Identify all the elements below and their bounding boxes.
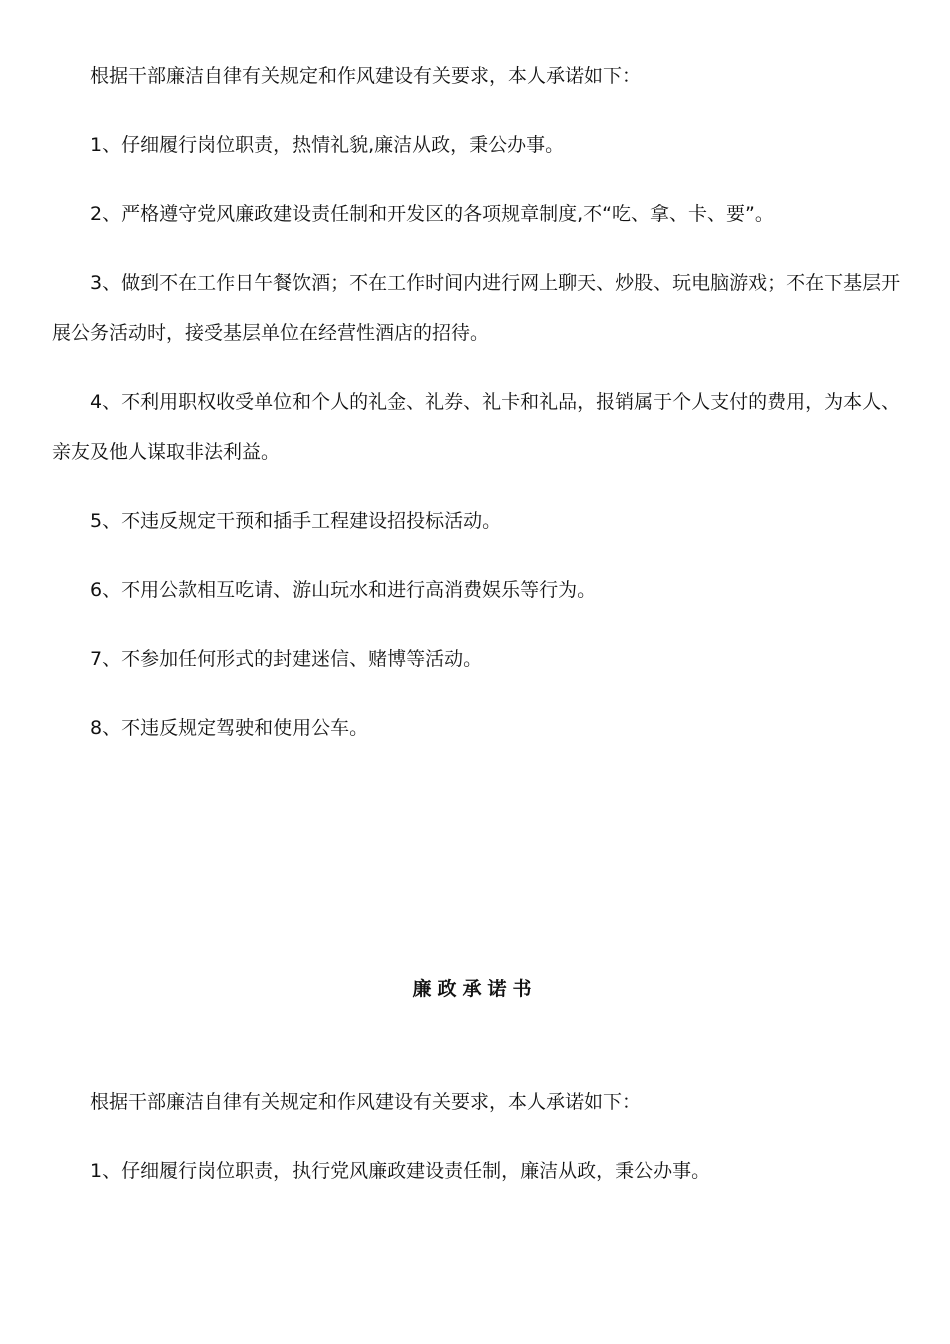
commitment-item-4: 4、不利用职权收受单位和个人的礼金、礼券、礼卡和礼品，报销属于个人支付的费用，为本人、亲友及他人谋取非法利益。 xyxy=(52,391,901,463)
commitment-item-8: 8、不违反规定驾驶和使用公车。 xyxy=(90,717,369,739)
commitment-item-2: 2、严格遵守党风廉政建设责任制和开发区的各项规章制度,不“吃、拿、卡、要”。 xyxy=(90,203,774,225)
commitment-item-1: 1、仔细履行岗位职责，热情礼貌,廉洁从政，秉公办事。 xyxy=(90,134,565,156)
commitment-item-1-second: 1、仔细履行岗位职责，执行党风廉政建设责任制，廉洁从政，秉公办事。 xyxy=(90,1160,711,1182)
commitment-item-3: 3、做到不在工作日午餐饮酒；不在工作时间内进行网上聊天、炒股、玩电脑游戏；不在下基层开展公务活动时，接受基层单位在经营性酒店的招待。 xyxy=(52,272,901,344)
commitment-item-7: 7、不参加任何形式的封建迷信、赌博等活动。 xyxy=(90,648,483,670)
commitment-item-6: 6、不用公款相互吃请、游山玩水和进行高消费娱乐等行为。 xyxy=(90,579,597,601)
intro-paragraph-1: 根据干部廉洁自律有关规定和作风建设有关要求，本人承诺如下： xyxy=(90,65,642,87)
commitment-item-5: 5、不违反规定干预和插手工程建设招投标活动。 xyxy=(90,510,502,532)
document-title: 廉政承诺书 xyxy=(412,978,538,1000)
intro-paragraph-2: 根据干部廉洁自律有关规定和作风建设有关要求，本人承诺如下： xyxy=(90,1091,642,1113)
